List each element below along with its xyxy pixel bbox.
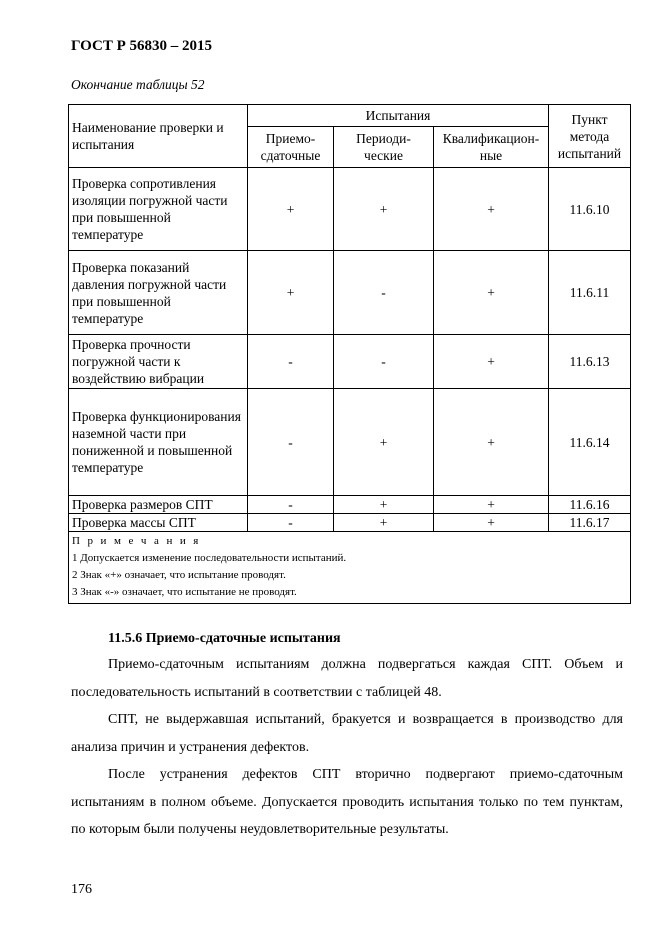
cell-qualification: + — [434, 168, 549, 251]
note-item: 1 Допускается изменение последовательности испытаний. — [72, 552, 347, 564]
cell-periodic: + — [334, 496, 434, 514]
note-item: 2 Знак «+» означает, что испытание проводят. — [72, 569, 286, 581]
cell-method: 11.6.11 — [549, 251, 631, 335]
header-qualification: Квалификацион-ные — [434, 127, 549, 168]
paragraph-text: После устранения дефектов СПТ вторично подвергают приемо-сдаточным испытаниям в полном объеме. Допускается проводить испытания только по тем пунктам, по которым были получены неудовлетворительные результаты. — [71, 767, 623, 837]
table-row — [69, 251, 631, 335]
cell-periodic: - — [334, 335, 434, 389]
note-item: 3 Знак «-» означает, что испытание не проводят. — [72, 586, 297, 598]
cell-qualification: + — [434, 251, 549, 335]
cell-qualification: + — [434, 514, 549, 532]
cell-acceptance: + — [248, 168, 334, 251]
cell-name: Проверка сопротивления изоляции погружной части при повышенной температуре — [69, 168, 248, 251]
cell-method: 11.6.14 — [549, 389, 631, 496]
cell-qualification: + — [434, 389, 549, 496]
cell-acceptance: - — [248, 496, 334, 514]
cell-periodic: - — [334, 251, 434, 335]
table-row — [69, 168, 631, 251]
notes-row — [69, 532, 631, 604]
paragraph-text: Приемо-сдаточным испытаниям должна подвергаться каждая СПТ. Объем и последовательность испытаний в соответствии с таблицей 48. — [71, 657, 623, 700]
cell-acceptance: - — [248, 389, 334, 496]
table-row — [69, 496, 631, 514]
cell-name: Проверка функционирования наземной части при пониженной и повышенной температуре — [69, 389, 248, 496]
table-header-row — [69, 105, 631, 127]
cell-periodic: + — [334, 389, 434, 496]
section-title: 11.5.6 Приемо-сдаточные испытания — [108, 631, 341, 646]
cell-method: 11.6.16 — [549, 496, 631, 514]
paragraph-text: СПТ, не выдержавшая испытаний, бракуется и возвращается в производство для анализа причин и устранения дефектов. — [71, 712, 623, 755]
cell-method: 11.6.13 — [549, 335, 631, 389]
page-number: 176 — [71, 882, 92, 897]
cell-method: 11.6.10 — [549, 168, 631, 251]
notes-title: П р и м е ч а н и я — [72, 535, 201, 547]
header-acceptance: Приемо-сдаточные — [248, 127, 334, 168]
header-periodic: Периоди-ческие — [334, 127, 434, 168]
cell-periodic: + — [334, 514, 434, 532]
paragraph — [71, 761, 623, 844]
cell-qualification: + — [434, 335, 549, 389]
header-name: Наименование проверки и испытания — [69, 105, 248, 168]
cell-name: Проверка массы СПТ — [69, 514, 248, 532]
paragraph — [71, 706, 623, 761]
tests-table — [68, 104, 631, 604]
header-method: Пункт метода испытаний — [549, 105, 631, 168]
table-notes — [69, 532, 631, 604]
document-header: ГОСТ Р 56830 – 2015 — [71, 38, 213, 54]
cell-acceptance: - — [248, 514, 334, 532]
table-caption: Окончание таблицы 52 — [71, 77, 205, 92]
cell-name: Проверка показаний давления погружной части при повышенной температуре — [69, 251, 248, 335]
table-row — [69, 335, 631, 389]
header-tests-group: Испытания — [248, 105, 549, 127]
paragraph — [71, 651, 623, 706]
table-row — [69, 514, 631, 532]
cell-periodic: + — [334, 168, 434, 251]
cell-acceptance: + — [248, 251, 334, 335]
table-row — [69, 389, 631, 496]
cell-name: Проверка прочности погружной части к воздействию вибрации — [69, 335, 248, 389]
cell-qualification: + — [434, 496, 549, 514]
cell-name: Проверка размеров СПТ — [69, 496, 248, 514]
cell-method: 11.6.17 — [549, 514, 631, 532]
cell-acceptance: - — [248, 335, 334, 389]
